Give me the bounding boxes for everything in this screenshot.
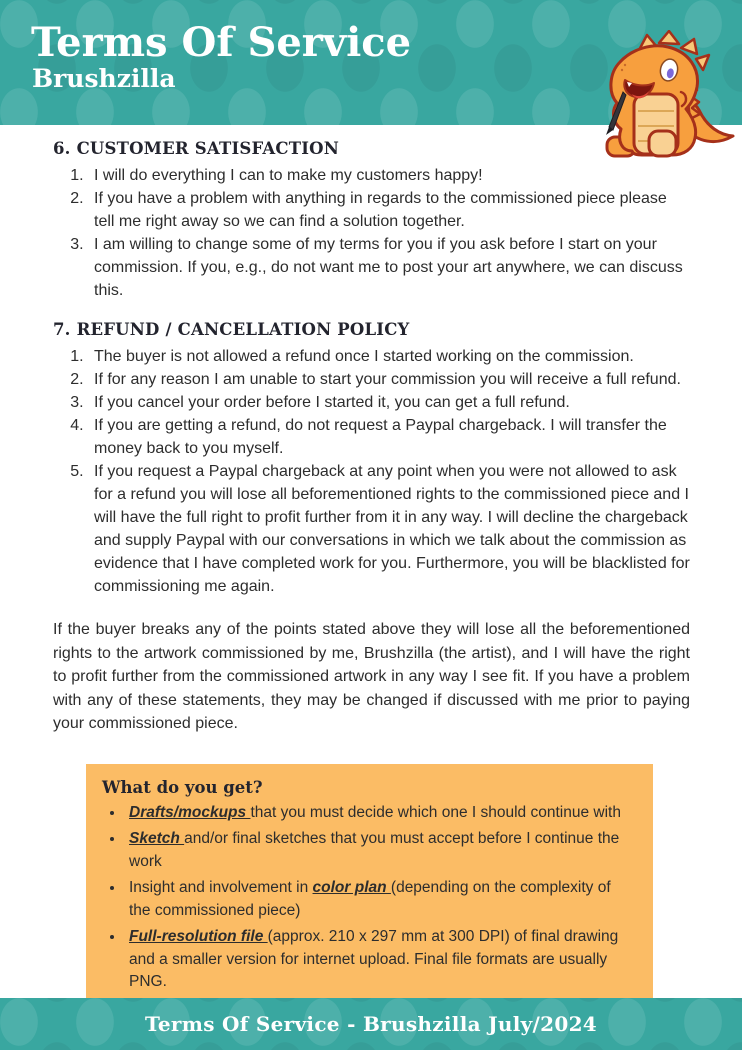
- benefit-item: [125, 926, 631, 994]
- closing-paragraph: If the buyer breaks any of the points stated above they will lose all the beforementioned rights to the artwork commissioned by me, Brushzilla (the artist), and I will have the right to profit further from the commissioned artwork in any way I see fit. If you have a problem with any of these statements, they may be changed if discussed with me prior to paying your commissioned piece.: [53, 621, 690, 732]
- list-item: 1. I will do everything I can to make my customers happy!: [88, 164, 690, 187]
- page-title: Terms Of Service: [31, 19, 412, 66]
- document-body: [0, 125, 742, 1010]
- benefit-item: [125, 828, 631, 873]
- list-item: 2. If you have a problem with anything in regards to the commissioned piece please tell me right away so we can find a solution together.: [88, 187, 690, 233]
- footer-banner: [0, 998, 742, 1050]
- benefit-rest: (depending on the complexity of the commissioned piece): [129, 879, 611, 919]
- list-item: 2. If for any reason I am unable to start your commission you will receive a full refund.: [88, 368, 690, 391]
- list-item: 3. If you cancel your order before I started it, you can get a full refund.: [88, 391, 690, 414]
- benefits-list: [102, 802, 631, 994]
- section-heading: 7. REFUND / CANCELLATION POLICY: [53, 320, 410, 339]
- customer-satisfaction-list: [53, 164, 690, 302]
- benefits-heading: What do you get?: [102, 777, 263, 797]
- benefits-box: [86, 764, 653, 1010]
- benefit-rest: (approx. 210 x 297 mm at 300 DPI) of final drawing and a smaller version for internet upload. Final file formats are usually PNG.: [129, 928, 619, 990]
- page-subtitle: Brushzilla: [32, 64, 176, 93]
- dinosaur-mascot-icon: [592, 30, 742, 168]
- footer-text: Terms Of Service - Brushzilla July/2024: [144, 1012, 598, 1036]
- benefit-rest: and/or final sketches that you must accept before I continue the work: [129, 830, 620, 870]
- benefit-item: [125, 877, 631, 922]
- list-item: 3. I am willing to change some of my terms for you if you ask before I start on your commission. If you, e.g., do not want me to post your art anywhere, we can discuss this.: [88, 233, 690, 302]
- list-item: 5. If you request a Paypal chargeback at any point when you were not allowed to ask for a refund you will lose all beforementioned rights to the commissioned piece and I will have the full right to profit further from it in any way. I will decline the chargeback and supply Paypal with our conversations in which we talk about the commission as evidence that I have completed work for you. Furthermore, you will be blacklisted for commissioning me again.: [88, 460, 690, 598]
- benefit-emphasis: color plan: [312, 879, 391, 896]
- benefit-emphasis: Drafts/mockups: [129, 803, 251, 821]
- section-heading: 6. CUSTOMER SATISFACTION: [53, 139, 340, 158]
- benefit-rest: that you must decide which one I should continue with: [250, 803, 621, 821]
- benefit-item: [125, 802, 631, 825]
- section-refund-policy: [53, 320, 690, 598]
- list-item: 4. If you are getting a refund, do not request a Paypal chargeback. I will transfer the money back to you myself.: [88, 414, 690, 460]
- benefit-emphasis: Sketch: [129, 830, 185, 847]
- list-item: 1. The buyer is not allowed a refund once I started working on the commission.: [88, 345, 690, 368]
- benefit-prefix: Insight and involvement in: [129, 879, 313, 896]
- benefit-emphasis: Full-resolution file: [129, 928, 268, 945]
- refund-policy-list: [53, 345, 690, 598]
